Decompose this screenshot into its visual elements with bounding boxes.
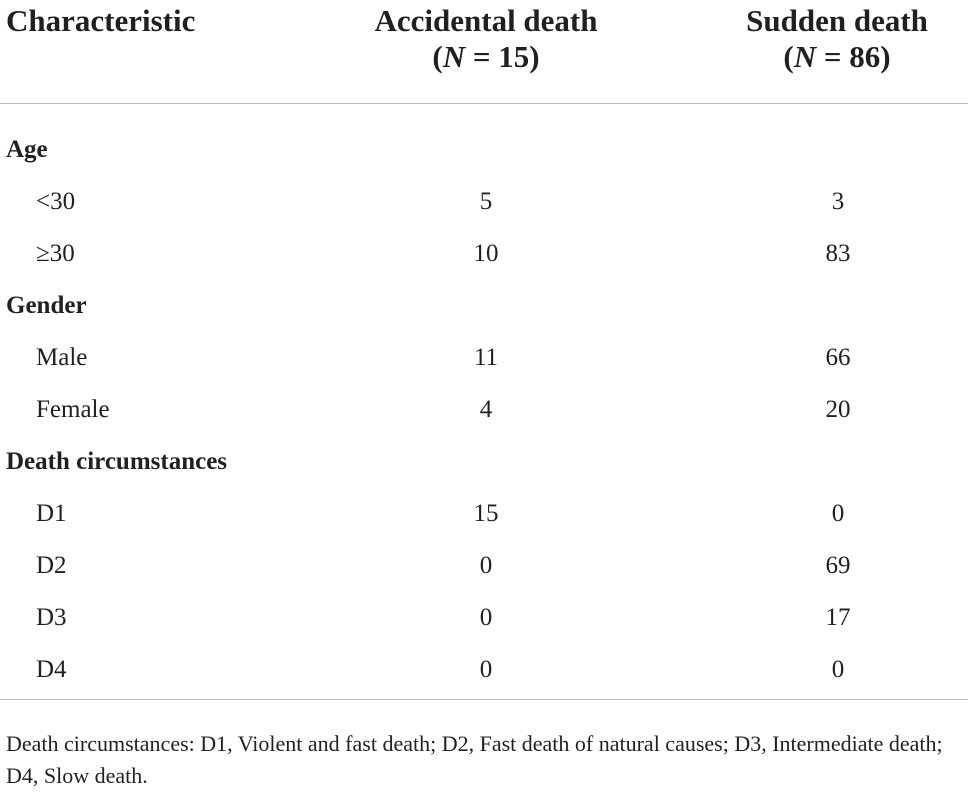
accidental-death-title: Accidental death	[374, 3, 598, 38]
row-label: Age	[6, 136, 48, 163]
table-row	[0, 239, 968, 291]
row-label: D3	[36, 604, 67, 631]
accidental-value: 10	[473, 240, 499, 267]
table-row	[0, 447, 968, 499]
table-row	[0, 395, 968, 447]
row-label: Male	[36, 344, 88, 371]
sudden-value: 69	[825, 552, 851, 579]
accidental-n-value: = 15)	[465, 39, 540, 74]
table-row	[0, 291, 968, 343]
sudden-value: 3	[831, 188, 845, 215]
row-label: <30	[36, 188, 76, 215]
accidental-death-count: (N = 15)	[432, 39, 540, 74]
sudden-value: 66	[825, 344, 851, 371]
accidental-value: 0	[479, 604, 493, 631]
sudden-value: 20	[825, 396, 851, 423]
table-row	[0, 551, 968, 603]
accidental-value: 0	[479, 552, 493, 579]
row-label: D4	[36, 656, 67, 683]
header-divider	[0, 103, 968, 104]
table-row	[0, 499, 968, 551]
accidental-n-label: N	[442, 39, 466, 74]
column-header-sudden-death	[686, 3, 968, 75]
row-label: Female	[36, 396, 110, 423]
row-label: ≥30	[36, 240, 75, 267]
sudden-value: 0	[831, 500, 845, 527]
row-label: Gender	[6, 292, 87, 319]
table-header	[0, 0, 968, 104]
accidental-value: 5	[479, 188, 493, 215]
sudden-death-count: (N = 86)	[783, 39, 891, 74]
column-header-characteristic: Characteristic	[6, 3, 196, 38]
table-row	[0, 135, 968, 187]
accidental-value: 15	[473, 500, 499, 527]
row-label: Death circumstances	[6, 448, 228, 475]
sudden-value: 83	[825, 240, 851, 267]
accidental-value: 4	[479, 396, 493, 423]
sudden-n-value: = 86)	[816, 39, 891, 74]
table-row	[0, 603, 968, 655]
table-row	[0, 343, 968, 395]
sudden-n-label: N	[793, 39, 817, 74]
row-label: D2	[36, 552, 67, 579]
row-label: D1	[36, 500, 67, 527]
table-bottom-rule	[0, 699, 968, 700]
sudden-death-title: Sudden death	[746, 3, 928, 38]
sudden-value: 17	[825, 604, 851, 631]
accidental-value: 11	[473, 344, 499, 371]
table-row	[0, 187, 968, 239]
accidental-value: 0	[479, 656, 493, 683]
sudden-value: 0	[831, 656, 845, 683]
column-header-accidental-death	[330, 3, 642, 75]
table-footnote: Death circumstances: D1, Violent and fast death; D2, Fast death of natural causes; D3, Intermediate death; D4, Slow death.	[6, 731, 943, 788]
